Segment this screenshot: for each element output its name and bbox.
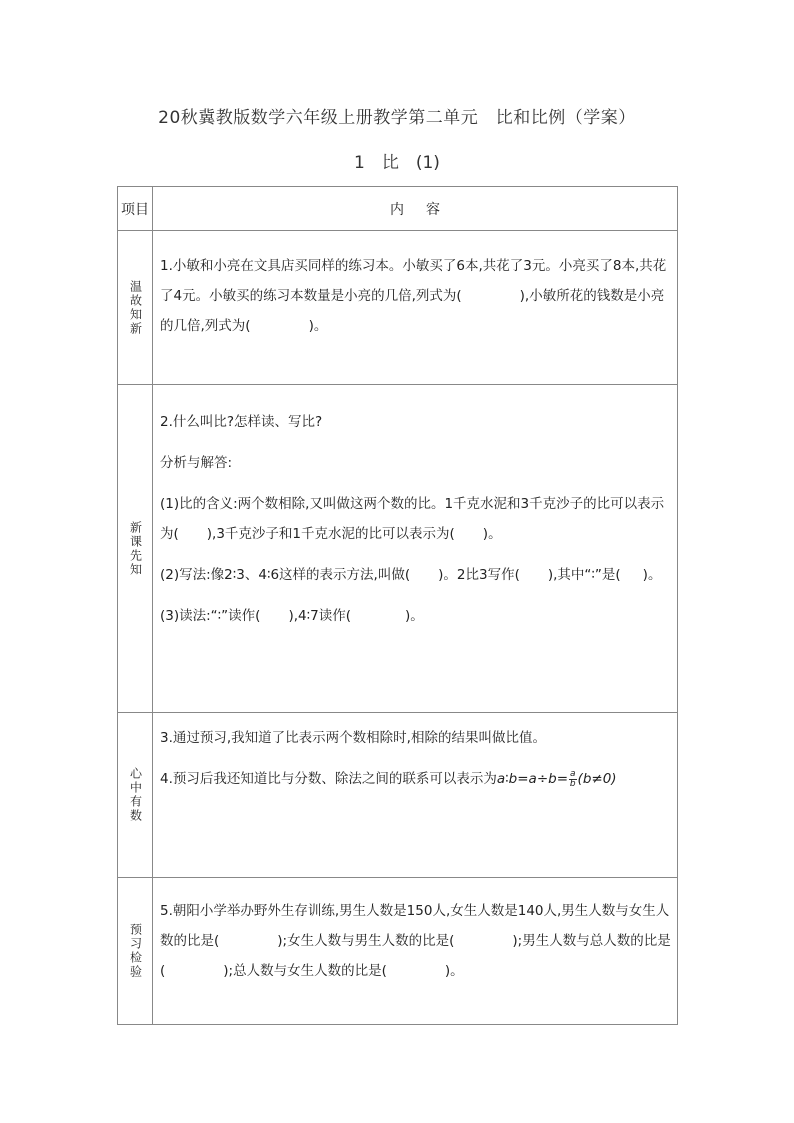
lesson-subtitle: 1 比 (1) <box>354 153 440 173</box>
q5-text-1: 5.朝阳小学举办野外生存训练,男生人数是150人,女生人数是140人,男生人数与女生人数的比是( <box>160 903 670 949</box>
question-4 <box>160 764 671 794</box>
p3-text-2: ),4∶7读作( <box>288 608 351 624</box>
part-3-reading <box>160 601 671 631</box>
q1-text-2: ),小敏所花的钱数是小亮的几倍,列式为( <box>160 288 665 334</box>
p3-text-3: )。 <box>404 608 424 624</box>
q1-text-1: 1.小敏和小亮在文具店买同样的练习本。小敏买了6本,共花了3元。小亮买了8本,共花了4元。小敏买的练习本数量是小亮的几倍,列式为( <box>160 258 667 304</box>
q5-text-4: );总人数与女生人数的比是( <box>223 963 387 979</box>
question-3: 3.通过预习,我知道了比表示两个数相除时,相除的结果叫做比值。 <box>160 730 546 746</box>
row-label-cell <box>118 231 153 385</box>
part-1-meaning <box>160 489 671 549</box>
p3-text-1: (3)读法:“∶”读作( <box>160 608 261 624</box>
q1-text-3: )。 <box>308 318 328 334</box>
part-2-writing <box>160 560 671 590</box>
question-1 <box>160 251 671 341</box>
table-row <box>118 385 678 713</box>
document-title: 20秋冀教版数学六年级上册教学第二单元 比和比例（学案） <box>158 108 636 128</box>
study-plan-table <box>117 186 678 1025</box>
q5-text-3: );男生人数与总人数的比是( <box>160 933 671 979</box>
row-label-cell <box>118 713 153 878</box>
p1-text-1: (1)比的含义:两个数相除,又叫做这两个数的比。1千克水泥和3千克沙子的比可以表示为( <box>160 496 665 542</box>
fraction-numerator: a <box>570 768 576 779</box>
table-header-row <box>118 187 678 231</box>
row-label: 温故知新 <box>128 279 143 336</box>
analysis-label: 分析与解答: <box>160 455 233 471</box>
row-label: 预习检验 <box>128 923 143 979</box>
q4-text: 4.预习后我还知道比与分数、除法之间的联系可以表示为 <box>160 771 497 787</box>
row-content-cell <box>153 878 678 1025</box>
p2-text-2: )。2比3写作( <box>438 567 520 583</box>
row-label: 心中有数 <box>128 767 143 823</box>
q5-text-5: )。 <box>444 963 464 979</box>
row-content-cell <box>153 385 678 713</box>
row-content-cell <box>153 713 678 878</box>
fraction-denominator: b <box>569 778 576 789</box>
table-row <box>118 713 678 878</box>
row-content-cell <box>153 231 678 385</box>
q4-condition: (b≠0) <box>577 771 617 787</box>
row-label: 新课先知 <box>128 520 143 577</box>
header-item: 项目 <box>118 187 153 231</box>
p2-text-1: (2)写法:像2∶3、4∶6这样的表示方法,叫做( <box>160 567 411 583</box>
q5-text-2: );女生人数与男生人数的比是( <box>277 933 455 949</box>
row-label-cell <box>118 385 153 713</box>
question-5 <box>160 896 671 986</box>
p2-text-4: )。 <box>642 567 662 583</box>
table-row <box>118 231 678 385</box>
p1-text-2: ),3千克沙子和1千克水泥的比可以表示为( <box>206 526 455 542</box>
header-content: 内容 <box>153 187 678 231</box>
question-2: 2.什么叫比?怎样读、写比? <box>160 414 323 430</box>
fraction <box>569 770 577 789</box>
p2-text-3: ),其中“∶”是( <box>547 567 621 583</box>
row-label-cell <box>118 878 153 1025</box>
q4-formula: a∶b=a÷b= <box>496 771 569 787</box>
table-row <box>118 878 678 1025</box>
p1-text-3: )。 <box>482 526 502 542</box>
